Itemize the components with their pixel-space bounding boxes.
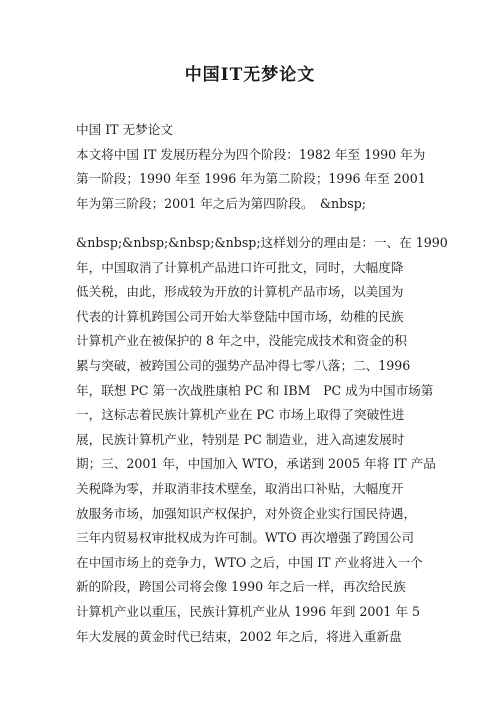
intro-line: 本文将中国 IT 发展历程分为四个阶段：1982 年至 1990 年为 <box>76 146 426 162</box>
intro-line: 第一阶段；1990 年至 1996 年为第二阶段；1996 年至 2001 <box>76 171 426 187</box>
body-line: 关税降为零，并取消非技术壁垒，取消出口补贴，大幅度开 <box>76 480 404 496</box>
body-line: &nbsp;&nbsp;&nbsp;&nbsp;这样划分的理由是：一、在 1990 <box>76 235 448 250</box>
intro-line: 中国 IT 无梦论文 <box>76 122 173 137</box>
body-line: 年，联想 PC 第一次战胜康柏 PC 和 IBM PC 成为中国市场第 <box>76 382 434 398</box>
body-line: 一，这标志着民族计算机产业在 PC 市场上取得了突破性进 <box>76 407 405 423</box>
intro-paragraph <box>76 118 428 216</box>
document-title: 中国IT无梦论文 <box>184 65 316 85</box>
body-line: 年，中国取消了计算机产品进口许可批文，同时，大幅度降 <box>76 259 404 275</box>
body-line: 累与突破，被跨国公司的强势产品冲得七零八落；二、1996 <box>76 357 411 373</box>
body-line: 展，民族计算机产业，特别是 PC 制造业，进入高速发展时 <box>76 431 405 447</box>
body-line: 低关税，由此，形成较为开放的计算机产品市场，以美国为 <box>76 284 404 300</box>
body-line: 年大发展的黄金时代已结束，2002 年之后，将进入重新盘 <box>76 628 402 644</box>
body-line: 期；三、2001 年，中国加入 WTO，承诺到 2005 年将 IT 产品 <box>76 456 436 472</box>
intro-line: 年为第三阶段；2001 年之后为第四阶段。 &nbsp; <box>76 195 366 211</box>
body-line: 三年内贸易权审批权成为许可制。WTO 再次增强了跨国公司 <box>76 530 414 546</box>
body-line: 新的阶段，跨国公司将会像 1990 年之后一样，再次给民族 <box>76 579 406 595</box>
body-line: 代表的计算机跨国公司开始大举登陆中国市场，幼稚的民族 <box>76 308 404 324</box>
body-line: 在中国市场上的竞争力，WTO 之后，中国 IT 产业将进入一个 <box>76 554 423 570</box>
body-line: 放服务市场，加强知识产权保护，对外资企业实行国民待遇， <box>76 505 417 521</box>
body-line: 计算机产业在被保护的 8 年之中，没能完成技术和资金的积 <box>76 333 407 349</box>
body-paragraph <box>76 231 448 649</box>
body-line: 计算机产业以重压，民族计算机产业从 1996 年到 2001 年 5 <box>76 603 421 619</box>
